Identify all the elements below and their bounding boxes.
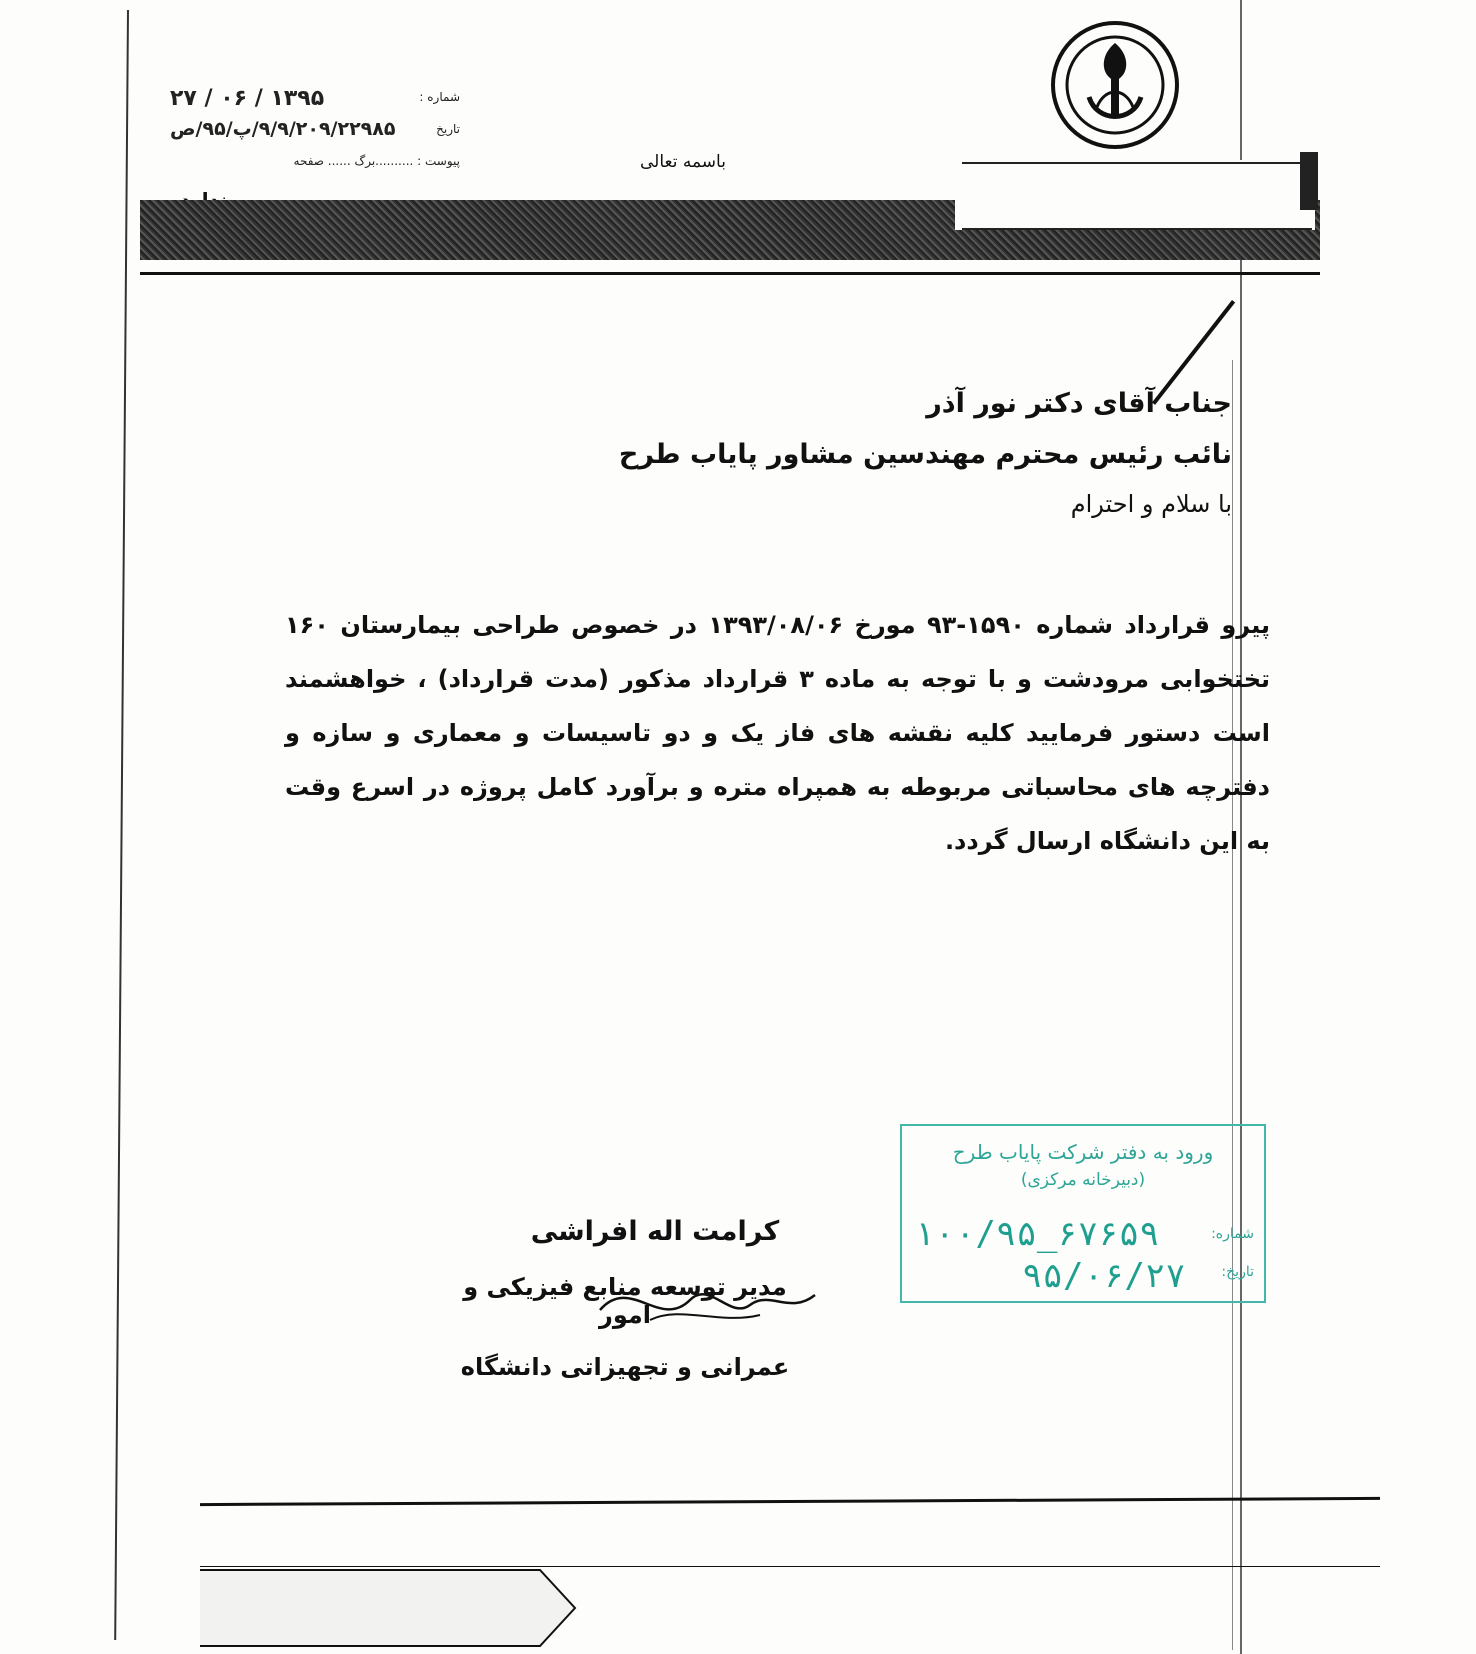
- signer-position-line-1: مدیر توسعه منابع فیزیکی و امور: [463, 1273, 787, 1329]
- letter-date-value: ۹/۹/۲۰۹/۲۲۹۸۵/پ/۹۵/ص: [170, 118, 396, 140]
- stamp-date-label: تاریخ:: [1221, 1264, 1254, 1280]
- letter-body: پیرو قرارداد شماره ۱۵۹۰-۹۳ مورخ ۱۳۹۳/۰۸/۰۶ در خصوص طراحی بیمارستان ۱۶۰ تختخوابی مرودشت و با توجه به ماده ۳ قرارداد مذکور (مدت قرارداد) ، خواهشمند است دستور فرمایید کلیه نقشه های فاز یک و دو تاسیسات و معماری و سازه و دفترچه های محاسباتی مربوطه به همپراه متره و برآورد کامل پروژه در اسرع وقت به این دانشگاه ارسال گردد.: [285, 611, 1270, 855]
- footer-band: [200, 1568, 580, 1648]
- bismillah-heading: باسمه تعالی: [640, 152, 726, 172]
- letter-meta: [170, 86, 460, 182]
- letter-date-row: [170, 118, 460, 150]
- letter-number-value: ۱۳۹۵ / ۰۶ / ۲۷: [170, 86, 325, 111]
- stamp-date-value: ۹۵/۰۶/۲۷: [1022, 1256, 1186, 1296]
- signer-position-line-2: عمرانی و تجهیزاتی دانشگاه: [460, 1353, 790, 1381]
- footer-rule: [200, 1497, 1380, 1506]
- recipient-block: [619, 388, 1232, 518]
- stamp-number-value: ۱۰۰/۹۵_۶۷۶۵۹: [914, 1214, 1160, 1254]
- footer-rule-thin: [200, 1566, 1380, 1567]
- letter-date-label: تاریخ: [436, 122, 460, 136]
- university-emblem-icon: [1045, 15, 1185, 155]
- recipient-name: جناب آقای دکتر نور آذر: [926, 388, 1232, 419]
- recipient-title: نائب رئیس محترم مهندسین مشاور پایاب طرح: [618, 439, 1232, 470]
- fold-line: [1232, 360, 1233, 1650]
- handwritten-signature: [590, 1270, 820, 1340]
- receipt-stamp: [900, 1124, 1266, 1303]
- scan-edge-left: [114, 10, 129, 1640]
- header-rule: [140, 272, 1320, 275]
- letter-attachment-row: [170, 150, 460, 182]
- greeting: با سلام و احترام: [1070, 490, 1232, 518]
- header-notch-cap: [1300, 152, 1318, 210]
- stamp-line-2: (دبیرخانه مرکزی): [1020, 1170, 1146, 1190]
- stamp-line-1: ورود به دفتر شرکت پایاب طرح: [952, 1140, 1214, 1164]
- signer-name: کرامت اله افراشی: [530, 1216, 780, 1247]
- stamp-number-label: شماره:: [1211, 1226, 1254, 1242]
- letter-number-row: [170, 86, 460, 118]
- letter-number-label: شماره :: [419, 90, 460, 104]
- letter-attachment-label: پیوست : ..........برگ ...... صفحه: [293, 154, 460, 168]
- header-notch-frame: [962, 162, 1312, 230]
